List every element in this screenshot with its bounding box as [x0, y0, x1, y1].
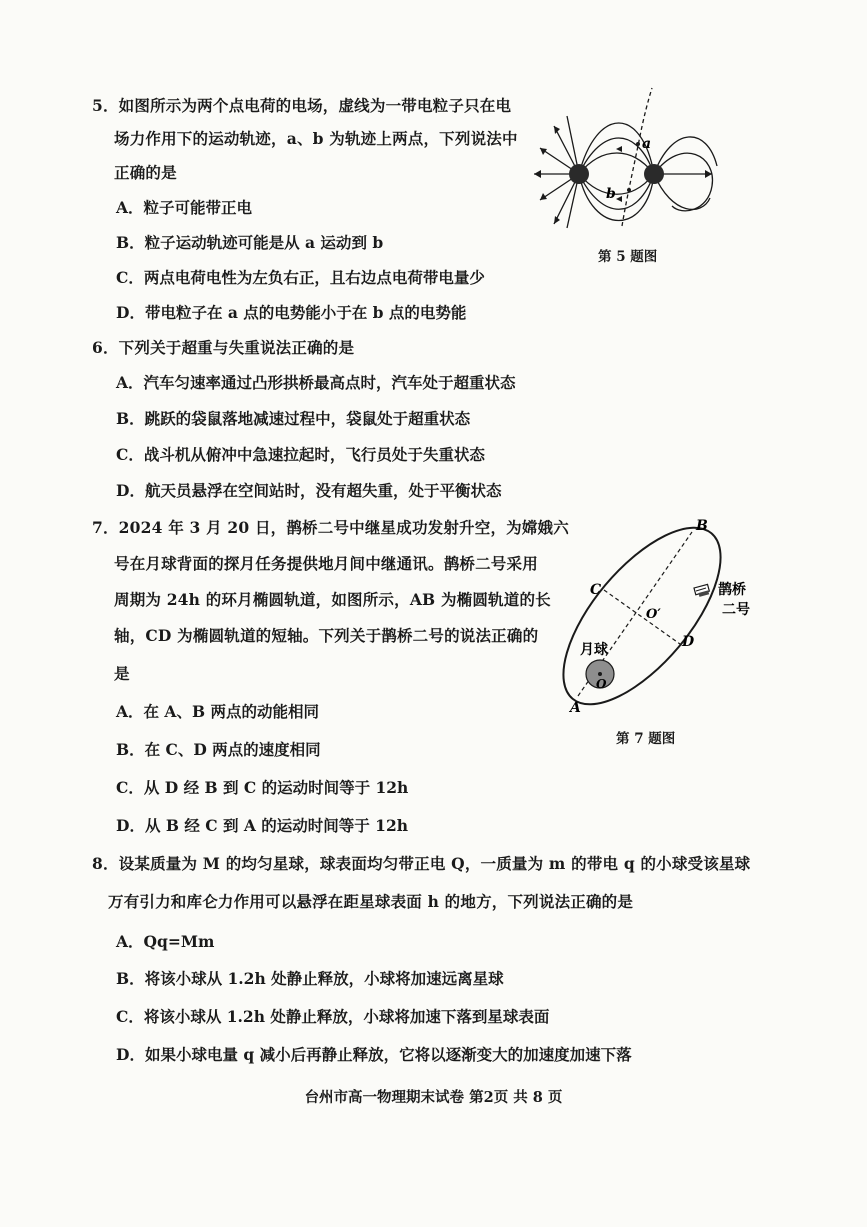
q7-label-O: O [596, 677, 607, 691]
q5-stem-line-1: 5．如图所示为两个点电荷的电场，虚线为一带电粒子只在电 [92, 96, 512, 115]
q7-figure-caption: 第 7 题图 [616, 731, 676, 747]
q5-stem-line-3: 正确的是 [114, 163, 177, 182]
q8-option-a: A．Qq=Mm [116, 932, 215, 951]
q8-option-c: C．将该小球从 1.2h 处静止释放，小球将加速下落到星球表面 [116, 1007, 550, 1026]
q5-field-figure [522, 86, 722, 236]
q7-option-c: C．从 D 经 B 到 C 的运动时间等于 12h [116, 778, 409, 797]
q6-option-b: B．跳跃的袋鼠落地减速过程中，袋鼠处于超重状态 [116, 409, 471, 428]
q7-option-b: B．在 C、D 两点的速度相同 [116, 740, 321, 759]
q6-stem-line-1: 6．下列关于超重与失重说法正确的是 [92, 338, 355, 357]
q8-stem-line-2: 万有引力和库仑力作用可以悬浮在距星球表面 h 的地方，下列说法正确的是 [108, 892, 634, 911]
q8-option-b: B．将该小球从 1.2h 处静止释放，小球将加速远离星球 [116, 969, 504, 988]
q5-option-a: A．粒子可能带正电 [116, 198, 253, 217]
q7-label-moon: 月球 [580, 642, 608, 658]
q7-label-O-prime: O′ [646, 607, 661, 622]
q7-stem-line-2: 号在月球背面的探月任务提供地月间中继通讯。鹊桥二号采用 [114, 554, 538, 573]
q7-label-D: D [682, 634, 695, 650]
q6-option-d: D．航天员悬浮在空间站时，没有超失重，处于平衡状态 [116, 481, 502, 500]
q7-stem-line-5: 是 [114, 664, 130, 683]
q5-label-b: b [606, 186, 616, 202]
q6-option-c: C．战斗机从俯冲中急速拉起时，飞行员处于失重状态 [116, 445, 485, 464]
q6-option-a: A．汽车匀速率通过凸形拱桥最高点时，汽车处于超重状态 [116, 373, 516, 392]
q7-stem-line-4: 轴，CD 为椭圆轨道的短轴。下列关于鹊桥二号的说法正确的 [114, 626, 539, 645]
q7-label-satellite-1: 鹊桥 [718, 582, 746, 598]
q7-orbit-figure [560, 518, 760, 718]
q7-label-B: B [696, 518, 708, 534]
q5-label-a: a [642, 136, 652, 152]
q8-stem-line-1: 8．设某质量为 M 的均匀星球，球表面均匀带正电 Q，一质量为 m 的带电 q 的小球受该星球 [92, 854, 751, 873]
q7-label-satellite-2: 二号 [722, 602, 750, 618]
q5-option-b: B．粒子运动轨迹可能是从 a 运动到 b [116, 233, 384, 252]
q7-option-a: A．在 A、B 两点的动能相同 [116, 702, 319, 721]
q7-label-A: A [570, 700, 581, 716]
satellite-icon [694, 584, 709, 597]
q7-stem-line-3: 周期为 24h 的环月椭圆轨道，如图所示，AB 为椭圆轨道的长 [114, 590, 551, 609]
q7-label-C: C [590, 582, 602, 598]
q5-option-c: C．两点电荷电性为左负右正，且右边点电荷带电量少 [116, 268, 485, 287]
page-footer: 台州市高一物理期末试卷 第2页 共 8 页 [304, 1089, 563, 1106]
q7-stem-line-1: 7．2024 年 3 月 20 日，鹊桥二号中继星成功发射升空，为嫦娥六 [92, 518, 569, 537]
q5-option-d: D．带电粒子在 a 点的电势能小于在 b 点的电势能 [116, 303, 467, 322]
q8-option-d: D．如果小球电量 q 减小后再静止释放，它将以逐渐变大的加速度加速下落 [116, 1045, 632, 1064]
q5-figure-caption: 第 5 题图 [598, 249, 658, 265]
q7-option-d: D．从 B 经 C 到 A 的运动时间等于 12h [116, 816, 409, 835]
q5-stem-line-2: 场力作用下的运动轨迹，a、b 为轨迹上两点，下列说法中 [114, 129, 518, 148]
